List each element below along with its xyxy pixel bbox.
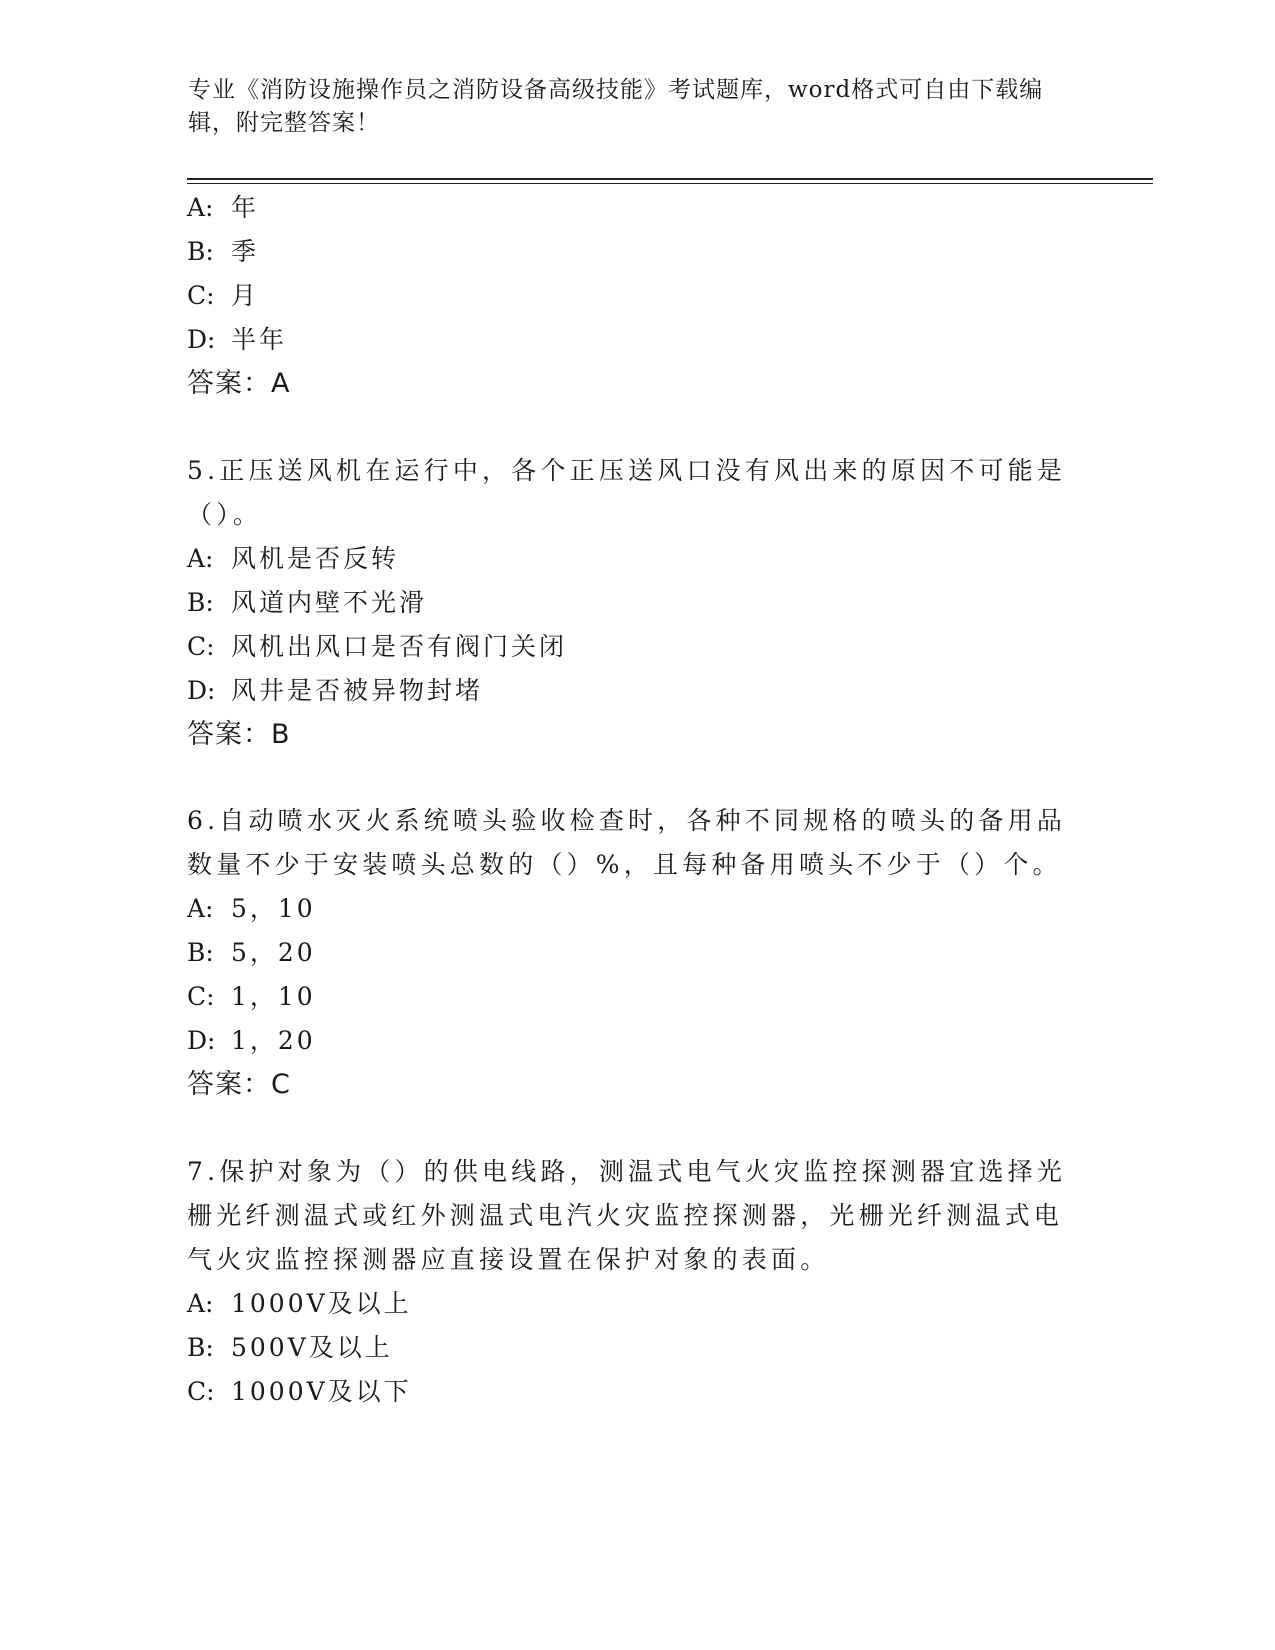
option-label: A:	[187, 894, 214, 923]
q6-option-a	[187, 891, 316, 927]
q7-option-b	[187, 1330, 393, 1366]
header-line-1: 专业《消防设施操作员之消防设备高级技能》考试题库，word格式可自由下载编	[188, 77, 1044, 103]
option-label: D:	[187, 325, 216, 354]
q5-stem-line-1: 5.正压送风机在运行中，各个正压送风口没有风出来的原因不可能是	[187, 456, 1067, 485]
q6-stem-line-1: 6.自动喷水灭火系统喷头验收检查时，各种不同规格的喷头的备用品	[187, 806, 1067, 835]
option-text: 季	[231, 237, 260, 266]
option-label: B:	[187, 237, 214, 266]
option-text: 1，10	[231, 982, 316, 1011]
option-label: D:	[187, 676, 216, 705]
prev-answer: 答案：A	[187, 368, 291, 399]
q5-option-a	[187, 541, 399, 577]
q7-option-c	[187, 1374, 412, 1410]
option-text: 1，20	[231, 1026, 316, 1055]
option-label: B:	[187, 938, 214, 967]
q6-option-c	[187, 979, 316, 1015]
option-text: 风机出风口是否有阀门关闭	[231, 632, 568, 661]
option-label: A:	[187, 544, 214, 573]
header-divider-thick	[187, 178, 1153, 180]
option-label: C:	[187, 281, 215, 310]
option-label: C:	[187, 982, 215, 1011]
q6-option-d	[187, 1023, 316, 1059]
prev-option-d	[187, 322, 287, 358]
q5-answer: 答案：B	[187, 719, 291, 750]
prev-option-b	[187, 234, 259, 270]
q5-option-d	[187, 673, 483, 709]
q6-stem-line-2: 数量不少于安装喷头总数的（）%，且每种备用喷头不少于（）个。	[187, 850, 1062, 879]
option-text: 风井是否被异物封堵	[231, 676, 484, 705]
option-label: D:	[187, 1026, 216, 1055]
option-text: 1000V及以下	[231, 1377, 412, 1406]
option-text: 风道内壁不光滑	[231, 588, 428, 617]
option-text: 5，20	[231, 938, 316, 967]
q7-stem-line-1: 7.保护对象为（）的供电线路，测温式电气火灾监控探测器宜选择光	[187, 1157, 1067, 1186]
option-label: A:	[187, 1289, 214, 1318]
option-label: B:	[187, 588, 214, 617]
option-label: C:	[187, 632, 215, 661]
header-divider-thin	[187, 183, 1153, 184]
q6-option-b	[187, 935, 316, 971]
q5-option-c	[187, 629, 567, 665]
q5-option-b	[187, 585, 427, 621]
option-text: 500V及以上	[231, 1333, 393, 1362]
q7-stem-line-3: 气火灾监控探测器应直接设置在保护对象的表面。	[187, 1245, 830, 1274]
option-label: C:	[187, 1377, 215, 1406]
option-text: 月	[231, 281, 260, 310]
document-header	[188, 74, 1068, 140]
prev-option-a	[187, 190, 259, 226]
q7-stem-line-2: 栅光纤测温式或红外测温式电汽火灾监控探测器，光栅光纤测温式电	[187, 1201, 1064, 1230]
option-text: 风机是否反转	[231, 544, 400, 573]
q6-answer: 答案：C	[187, 1069, 291, 1100]
option-text: 半年	[231, 325, 288, 354]
prev-option-c	[187, 278, 259, 314]
q7-option-a	[187, 1286, 412, 1322]
option-text: 1000V及以上	[231, 1289, 412, 1318]
option-label: A:	[187, 193, 214, 222]
q5-stem-line-2: （）。	[187, 500, 263, 529]
option-text: 5，10	[231, 894, 316, 923]
option-label: B:	[187, 1333, 214, 1362]
header-line-2: 辑，附完整答案！	[188, 110, 380, 136]
option-text: 年	[231, 193, 260, 222]
